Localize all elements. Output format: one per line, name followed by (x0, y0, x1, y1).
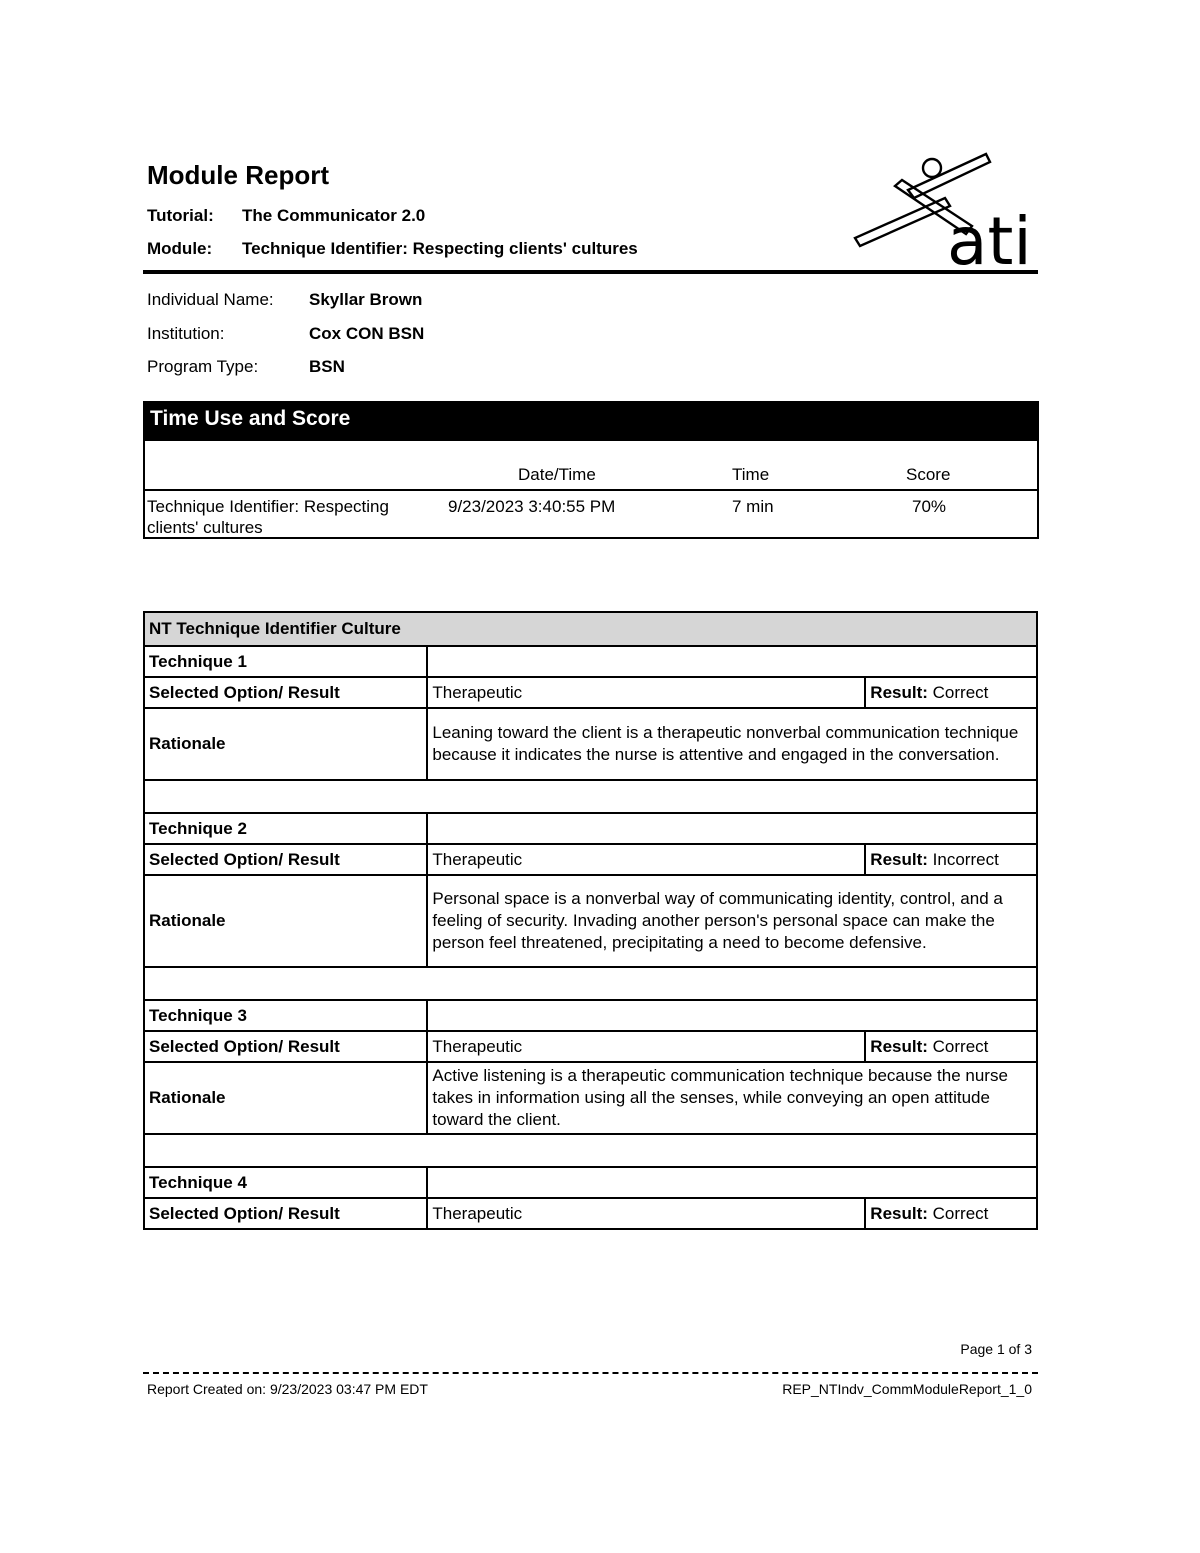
institution-label: Institution: (147, 324, 225, 343)
time-use-score: 70% (912, 497, 947, 516)
time-use-score-heading: Time Use and Score (145, 403, 1037, 441)
rationale-text: Personal space is a nonverbal way of communicating identity, control, and a feeling of security. Invading another person's personal space can make the person feel threatened, precipitating a need to become defensive. (427, 875, 1037, 967)
selected-option-value: Therapeutic (427, 1198, 865, 1229)
result-value: Incorrect (932, 849, 999, 869)
selected-option-label: Selected Option/ Result (144, 1198, 427, 1229)
selected-option-row (144, 677, 1037, 708)
result-value: Correct (932, 682, 989, 702)
result-cell (865, 844, 1037, 875)
time-use-score-section (143, 401, 1039, 539)
spacer-row (144, 780, 1037, 813)
technique-row (144, 813, 1037, 844)
time-use-time: 7 min (732, 497, 774, 516)
selected-option-label: Selected Option/ Result (144, 844, 427, 875)
technique-row (144, 1167, 1037, 1198)
technique-name: Technique 2 (144, 813, 427, 844)
rationale-row (144, 708, 1037, 780)
spacer-row (144, 967, 1037, 1000)
result-cell (865, 1031, 1037, 1062)
tutorial-row (147, 206, 425, 226)
technique-row (144, 646, 1037, 677)
rationale-label: Rationale (144, 875, 427, 967)
individual-name-label: Individual Name: (147, 290, 274, 309)
result-cell (865, 1198, 1037, 1229)
page-number: Page 1 of 3 (960, 1341, 1032, 1357)
selected-option-row (144, 1198, 1037, 1229)
program-type-row (147, 357, 345, 377)
report-created: Report Created on: 9/23/2023 03:47 PM EDT (147, 1381, 428, 1397)
header-rule (143, 270, 1038, 274)
rationale-label: Rationale (144, 708, 427, 780)
technique-table-header (144, 612, 1037, 646)
institution-value: Cox CON BSN (309, 324, 425, 343)
selected-option-value: Therapeutic (427, 677, 865, 708)
rationale-row (144, 875, 1037, 967)
module-value: Technique Identifier: Respecting clients' cultures (242, 239, 638, 258)
col-time-header: Time (732, 465, 770, 484)
ati-logo-text: ati (947, 203, 1032, 268)
module-row (147, 239, 638, 259)
col-score-header: Score (906, 465, 951, 484)
result-label: Result: (870, 849, 928, 869)
footer-divider (143, 1372, 1038, 1374)
program-type-label: Program Type: (147, 357, 259, 376)
ati-logo (850, 150, 1042, 268)
result-label: Result: (870, 1203, 928, 1223)
technique-name: Technique 3 (144, 1000, 427, 1031)
rationale-label: Rationale (144, 1062, 427, 1134)
selected-option-label: Selected Option/ Result (144, 677, 427, 708)
program-type-value: BSN (309, 357, 345, 376)
selected-option-label: Selected Option/ Result (144, 1031, 427, 1062)
result-value: Correct (932, 1036, 989, 1056)
selected-option-value: Therapeutic (427, 844, 865, 875)
module-label: Module: (147, 239, 213, 258)
result-label: Result: (870, 682, 928, 702)
selected-option-row (144, 844, 1037, 875)
technique-row (144, 1000, 1037, 1031)
selected-option-row (144, 1031, 1037, 1062)
rationale-row (144, 1062, 1037, 1134)
rationale-text: Active listening is a therapeutic communication technique because the nurse takes in information using all the senses, while conveying an open attitude toward the client. (427, 1062, 1037, 1134)
rationale-text: Leaning toward the client is a therapeutic nonverbal communication technique because it indicates the nurse is attentive and engaged in the conversation. (427, 708, 1037, 780)
technique-name: Technique 1 (144, 646, 427, 677)
report-id: REP_NTIndv_CommModuleReport_1_0 (782, 1381, 1032, 1397)
col-datetime-header: Date/Time (518, 465, 596, 484)
tutorial-value: The Communicator 2.0 (242, 206, 426, 225)
selected-option-value: Therapeutic (427, 1031, 865, 1062)
result-value: Correct (932, 1203, 989, 1223)
result-cell (865, 677, 1037, 708)
technique-table-title: NT Technique Identifier Culture (144, 612, 1037, 646)
institution-row (147, 324, 424, 344)
time-use-module-name: Technique Identifier: Respecting clients' cultures (147, 497, 389, 537)
technique-name: Technique 4 (144, 1167, 427, 1198)
spacer-row (144, 1134, 1037, 1167)
individual-name-row (147, 290, 422, 310)
time-use-datetime: 9/23/2023 3:40:55 PM (448, 497, 616, 516)
individual-name-value: Skyllar Brown (309, 290, 423, 309)
time-use-divider (145, 489, 1037, 491)
technique-table (143, 611, 1038, 1230)
page-title: Module Report (147, 160, 329, 190)
result-label: Result: (870, 1036, 928, 1056)
tutorial-label: Tutorial: (147, 206, 214, 225)
